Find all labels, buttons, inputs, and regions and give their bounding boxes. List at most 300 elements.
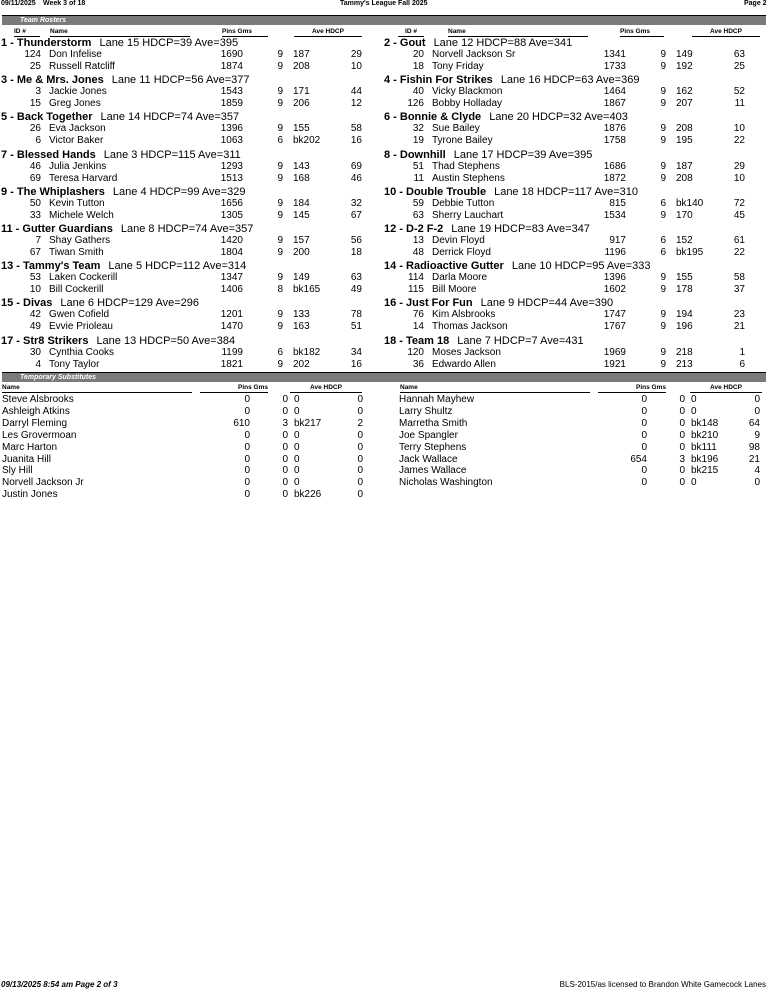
col-pins-right: Pins Gms bbox=[620, 28, 664, 37]
subs-col-pins-left: Pins Gms bbox=[200, 384, 268, 393]
player-row bbox=[1, 235, 381, 247]
team-name: 15 - Divas bbox=[1, 297, 53, 310]
team-block bbox=[1, 297, 381, 333]
player-id: 63 bbox=[412, 209, 424, 221]
team-block bbox=[384, 37, 764, 73]
substitute-average: 0 bbox=[294, 477, 300, 489]
col-id-right: ID # bbox=[398, 28, 424, 37]
player-name: Sherry Lauchart bbox=[432, 209, 504, 221]
team-block bbox=[384, 260, 764, 296]
team-rosters-bar bbox=[2, 15, 766, 25]
substitute-average: 0 bbox=[691, 477, 697, 489]
player-average: 192 bbox=[676, 61, 693, 72]
player-games: 9 bbox=[277, 86, 283, 98]
substitute-row bbox=[2, 454, 368, 466]
player-name: Derrick Floyd bbox=[432, 247, 491, 258]
player-row bbox=[1, 247, 381, 259]
player-pins: 1341 bbox=[603, 49, 626, 60]
team-info: Lane 8 HDCP=74 Ave=357 bbox=[120, 223, 254, 235]
substitute-pins: 0 bbox=[244, 465, 250, 477]
substitute-games: 0 bbox=[282, 394, 288, 405]
substitute-pins: 0 bbox=[244, 441, 250, 453]
player-id: 30 bbox=[29, 346, 41, 358]
player-name: Kim Alsbrooks bbox=[432, 309, 496, 321]
player-row bbox=[384, 49, 764, 61]
player-id: 76 bbox=[412, 309, 424, 321]
player-average: 152 bbox=[676, 235, 693, 246]
player-id: 50 bbox=[29, 197, 41, 209]
substitute-handicap: 0 bbox=[754, 477, 760, 489]
team-name: 18 - Team 18 bbox=[384, 334, 450, 347]
substitute-games: 0 bbox=[282, 453, 288, 465]
player-handicap: 52 bbox=[733, 86, 745, 98]
team-title bbox=[384, 74, 764, 86]
substitute-row bbox=[2, 442, 368, 454]
player-row bbox=[384, 284, 764, 296]
player-games: 9 bbox=[277, 209, 283, 221]
player-pins: 1063 bbox=[220, 135, 243, 147]
player-games: 9 bbox=[277, 123, 283, 135]
substitute-average: bk196 bbox=[691, 453, 719, 465]
substitute-name: Sly Hill bbox=[2, 465, 33, 477]
player-average: 213 bbox=[676, 358, 693, 370]
team-title bbox=[1, 297, 381, 309]
player-games: 9 bbox=[660, 172, 666, 184]
player-games: 9 bbox=[660, 98, 666, 110]
substitute-handicap: 2 bbox=[357, 417, 363, 429]
substitute-pins: 0 bbox=[641, 429, 647, 441]
player-average: 157 bbox=[293, 235, 310, 246]
substitute-pins: 0 bbox=[244, 394, 250, 405]
player-row bbox=[1, 210, 381, 222]
player-name: Vicky Blackmon bbox=[432, 86, 503, 98]
substitute-games: 0 bbox=[282, 465, 288, 477]
player-average: 207 bbox=[676, 98, 693, 110]
player-id: 51 bbox=[412, 160, 424, 172]
player-row bbox=[1, 86, 381, 98]
player-id: 67 bbox=[29, 247, 41, 258]
player-pins: 1196 bbox=[604, 247, 626, 258]
player-pins: 1867 bbox=[603, 98, 626, 110]
substitute-handicap: 4 bbox=[754, 465, 760, 477]
player-games: 9 bbox=[660, 160, 666, 172]
team-name: 6 - Bonnie & Clyde bbox=[384, 111, 482, 124]
player-games: 9 bbox=[660, 272, 666, 284]
player-name: Bill Moore bbox=[432, 284, 477, 296]
player-pins: 1602 bbox=[603, 284, 626, 296]
player-name: Tony Friday bbox=[432, 61, 484, 72]
substitute-pins: 0 bbox=[244, 477, 250, 489]
player-row bbox=[384, 161, 764, 173]
player-average: 155 bbox=[293, 123, 310, 135]
substitute-average: 0 bbox=[691, 405, 697, 417]
team-title bbox=[1, 335, 381, 347]
team-info: Lane 11 HDCP=56 Ave=377 bbox=[111, 74, 250, 87]
player-pins: 1464 bbox=[603, 86, 626, 98]
player-row bbox=[1, 98, 381, 110]
player-handicap: 10 bbox=[733, 123, 745, 135]
player-id: 10 bbox=[29, 284, 41, 296]
substitute-average: bk215 bbox=[691, 465, 719, 477]
team-title bbox=[1, 37, 381, 49]
player-id: 48 bbox=[412, 247, 424, 258]
player-name: Devin Floyd bbox=[432, 235, 485, 246]
substitute-name: Marc Harton bbox=[2, 441, 58, 453]
player-row bbox=[1, 321, 381, 333]
player-row bbox=[384, 272, 764, 284]
player-games: 9 bbox=[660, 86, 666, 98]
player-average: 208 bbox=[676, 123, 693, 135]
player-games: 9 bbox=[277, 172, 283, 184]
player-pins: 1305 bbox=[220, 209, 243, 221]
player-games: 9 bbox=[277, 197, 283, 209]
player-id: 115 bbox=[408, 284, 424, 296]
player-row bbox=[384, 86, 764, 98]
substitute-pins: 0 bbox=[641, 417, 647, 429]
player-average: 208 bbox=[293, 61, 310, 72]
player-id: 33 bbox=[29, 209, 41, 221]
player-handicap: 78 bbox=[350, 309, 362, 321]
substitute-games: 0 bbox=[282, 429, 288, 441]
team-name: 2 - Gout bbox=[384, 37, 426, 49]
substitute-pins: 0 bbox=[641, 465, 647, 477]
player-pins: 1872 bbox=[603, 172, 626, 184]
player-pins: 1874 bbox=[220, 61, 243, 72]
substitute-pins: 0 bbox=[641, 441, 647, 453]
substitute-name: Ashleigh Atkins bbox=[2, 405, 70, 417]
team-title bbox=[384, 297, 764, 309]
substitute-games: 0 bbox=[282, 477, 288, 489]
substitute-pins: 654 bbox=[630, 453, 647, 465]
substitute-name: Norvell Jackson Jr bbox=[2, 477, 84, 489]
player-id: 7 bbox=[35, 235, 41, 246]
substitute-row bbox=[2, 489, 368, 501]
player-handicap: 37 bbox=[733, 284, 745, 296]
team-name: 4 - Fishin For Strikes bbox=[384, 74, 493, 87]
player-id: 53 bbox=[29, 272, 41, 284]
substitute-handicap: 0 bbox=[357, 465, 363, 477]
player-id: 120 bbox=[407, 346, 424, 358]
player-row bbox=[384, 198, 764, 210]
player-average: bk202 bbox=[293, 135, 321, 147]
substitute-handicap: 98 bbox=[748, 441, 760, 453]
team-block bbox=[384, 186, 764, 222]
substitute-games: 0 bbox=[679, 394, 685, 405]
team-block bbox=[384, 297, 764, 333]
team-name: 10 - Double Trouble bbox=[384, 185, 487, 198]
player-name: Debbie Tutton bbox=[432, 197, 495, 209]
team-block bbox=[1, 37, 381, 73]
substitute-games: 0 bbox=[679, 429, 685, 441]
player-games: 9 bbox=[277, 160, 283, 172]
player-games: 9 bbox=[660, 346, 666, 358]
player-id: 69 bbox=[29, 172, 41, 184]
team-block bbox=[1, 335, 381, 371]
player-average: 155 bbox=[676, 272, 693, 284]
player-average: 208 bbox=[676, 172, 693, 184]
player-average: 187 bbox=[676, 160, 693, 172]
subs-column-headers bbox=[0, 384, 768, 392]
player-pins: 1420 bbox=[220, 235, 243, 246]
col-id-left: ID # bbox=[14, 28, 40, 37]
team-info: Lane 17 HDCP=39 Ave=395 bbox=[453, 148, 593, 161]
substitute-row bbox=[399, 454, 765, 466]
player-pins: 1543 bbox=[220, 86, 243, 98]
team-title bbox=[384, 111, 764, 123]
player-name: Russell Ratcliff bbox=[49, 61, 115, 72]
player-handicap: 58 bbox=[350, 123, 362, 135]
player-name: Tyrone Bailey bbox=[432, 135, 493, 147]
player-id: 13 bbox=[412, 235, 424, 246]
team-name: 16 - Just For Fun bbox=[384, 297, 473, 310]
substitute-row bbox=[2, 418, 368, 430]
player-id: 126 bbox=[407, 98, 424, 110]
team-info: Lane 16 HDCP=63 Ave=369 bbox=[500, 74, 640, 87]
player-average: 133 bbox=[293, 309, 310, 321]
league-name: Tammy's League Fall 2025 bbox=[340, 0, 428, 7]
substitute-name: Marretha Smith bbox=[399, 417, 468, 429]
player-games: 9 bbox=[277, 321, 283, 333]
player-name: Tiwan Smith bbox=[49, 247, 104, 258]
player-row bbox=[384, 123, 764, 135]
player-id: 49 bbox=[29, 321, 41, 333]
substitute-average: 0 bbox=[294, 453, 300, 465]
substitute-handicap: 0 bbox=[357, 441, 363, 453]
team-block bbox=[1, 223, 381, 259]
substitute-games: 3 bbox=[282, 417, 288, 429]
player-row bbox=[1, 61, 381, 73]
player-name: Cynthia Cooks bbox=[49, 346, 115, 358]
player-row bbox=[384, 173, 764, 185]
team-title bbox=[384, 223, 764, 235]
player-pins: 1767 bbox=[603, 321, 626, 333]
team-info: Lane 19 HDCP=83 Ave=347 bbox=[451, 223, 590, 235]
roster-column-headers bbox=[0, 28, 768, 36]
team-name: 7 - Blessed Hands bbox=[1, 148, 96, 161]
player-games: 9 bbox=[660, 321, 666, 333]
player-pins: 1199 bbox=[221, 346, 243, 358]
player-handicap: 69 bbox=[350, 160, 362, 172]
player-games: 9 bbox=[660, 358, 666, 370]
player-pins: 1534 bbox=[603, 209, 626, 221]
player-average: 145 bbox=[293, 209, 310, 221]
player-handicap: 29 bbox=[733, 160, 745, 172]
substitute-row bbox=[2, 394, 368, 406]
player-name: Evvie Prioleau bbox=[49, 321, 113, 333]
substitute-name: Hannah Mayhew bbox=[399, 394, 475, 405]
player-row bbox=[384, 359, 764, 371]
player-id: 20 bbox=[412, 49, 424, 60]
team-title bbox=[1, 186, 381, 198]
substitute-games: 0 bbox=[679, 465, 685, 477]
substitute-games: 0 bbox=[679, 441, 685, 453]
player-id: 19 bbox=[412, 135, 424, 147]
team-name: 13 - Tammy's Team bbox=[1, 260, 101, 273]
player-name: Bill Cockerill bbox=[49, 284, 104, 296]
player-handicap: 63 bbox=[350, 272, 362, 284]
player-row bbox=[1, 347, 381, 359]
player-name: Teresa Harvard bbox=[49, 172, 118, 184]
substitute-row bbox=[2, 430, 368, 442]
player-id: 36 bbox=[412, 358, 424, 370]
player-handicap: 46 bbox=[350, 172, 362, 184]
subs-col-ave-left: Ave HDCP bbox=[290, 384, 362, 393]
player-pins: 1656 bbox=[220, 197, 243, 209]
player-average: bk140 bbox=[676, 197, 704, 209]
player-average: 184 bbox=[293, 197, 310, 209]
team-info: Lane 15 HDCP=39 Ave=395 bbox=[99, 37, 239, 49]
player-id: 32 bbox=[412, 123, 424, 135]
player-pins: 1201 bbox=[220, 309, 243, 321]
player-name: Bobby Holladay bbox=[432, 98, 503, 110]
player-name: Edwardo Allen bbox=[432, 358, 496, 370]
substitute-name: Les Grovermoan bbox=[2, 429, 77, 441]
team-title bbox=[1, 223, 381, 235]
team-name: 5 - Back Together bbox=[1, 111, 93, 124]
player-games: 9 bbox=[277, 49, 283, 60]
player-games: 6 bbox=[660, 235, 666, 246]
player-id: 114 bbox=[408, 272, 424, 284]
col-ave-left: Ave HDCP bbox=[294, 28, 362, 37]
player-handicap: 49 bbox=[350, 284, 362, 296]
report-date: 09/11/2025 bbox=[1, 0, 36, 7]
player-average: 200 bbox=[293, 247, 310, 258]
substitute-games: 0 bbox=[679, 417, 685, 429]
team-info: Lane 7 HDCP=7 Ave=431 bbox=[457, 334, 584, 347]
substitute-row bbox=[2, 477, 368, 489]
substitute-pins: 0 bbox=[244, 429, 250, 441]
substitute-name: Steve Alsbrooks bbox=[2, 394, 74, 405]
player-row bbox=[1, 284, 381, 296]
substitute-average: 0 bbox=[294, 405, 300, 417]
player-average: 143 bbox=[293, 160, 310, 172]
substitute-name: Joe Spangler bbox=[399, 429, 458, 441]
substitute-row bbox=[399, 418, 765, 430]
player-games: 9 bbox=[660, 49, 666, 60]
substitute-games: 0 bbox=[679, 405, 685, 417]
player-handicap: 1 bbox=[739, 346, 745, 358]
player-games: 9 bbox=[277, 309, 283, 321]
player-handicap: 11 bbox=[734, 98, 745, 110]
player-average: 178 bbox=[676, 284, 693, 296]
player-average: bk165 bbox=[293, 284, 321, 296]
col-name-right: Name bbox=[448, 28, 588, 37]
player-games: 9 bbox=[660, 309, 666, 321]
player-pins: 1921 bbox=[603, 358, 626, 370]
player-id: 4 bbox=[35, 358, 41, 370]
player-handicap: 51 bbox=[350, 321, 362, 333]
player-name: Kevin Tutton bbox=[49, 197, 105, 209]
col-pins-left: Pins Gms bbox=[222, 28, 268, 37]
player-pins: 1293 bbox=[220, 160, 243, 172]
substitute-average: bk217 bbox=[294, 417, 322, 429]
substitute-average: 0 bbox=[691, 394, 697, 405]
player-games: 8 bbox=[277, 284, 283, 296]
team-title bbox=[1, 74, 381, 86]
player-average: bk182 bbox=[293, 346, 321, 358]
player-average: 202 bbox=[293, 358, 310, 370]
player-row bbox=[1, 135, 381, 147]
temp-subs-title: Temporary Substitutes bbox=[20, 374, 96, 381]
team-info: Lane 3 HDCP=115 Ave=311 bbox=[103, 148, 241, 161]
player-row bbox=[384, 61, 764, 73]
team-block bbox=[384, 223, 764, 259]
player-games: 6 bbox=[660, 247, 666, 258]
substitute-pins: 610 bbox=[233, 417, 250, 429]
team-name: 3 - Me & Mrs. Jones bbox=[1, 74, 104, 87]
player-handicap: 12 bbox=[350, 98, 362, 110]
report-week: Week 3 of 18 bbox=[43, 0, 86, 7]
substitute-row bbox=[399, 442, 765, 454]
subs-col-name-right: Name bbox=[400, 384, 590, 393]
player-row bbox=[1, 173, 381, 185]
player-handicap: 56 bbox=[350, 235, 362, 246]
substitute-name: Nicholas Washington bbox=[399, 477, 493, 489]
player-pins: 1396 bbox=[603, 272, 626, 284]
player-name: Don Infelise bbox=[49, 49, 102, 60]
player-name: Sue Bailey bbox=[432, 123, 480, 135]
player-id: 11 bbox=[413, 172, 424, 184]
player-handicap: 21 bbox=[733, 321, 745, 333]
col-ave-right: Ave HDCP bbox=[692, 28, 760, 37]
player-handicap: 23 bbox=[733, 309, 745, 321]
team-name: 12 - D-2 F-2 bbox=[384, 223, 444, 235]
subs-col-name-left: Name bbox=[2, 384, 192, 393]
player-handicap: 67 bbox=[350, 209, 362, 221]
team-title bbox=[384, 37, 764, 49]
player-handicap: 45 bbox=[733, 209, 745, 221]
player-name: Thomas Jackson bbox=[432, 321, 508, 333]
print-stamp: 09/13/2025 8:54 am Page 2 of 3 bbox=[1, 980, 118, 989]
substitute-handicap: 0 bbox=[357, 453, 363, 465]
team-rosters-title: Team Rosters bbox=[20, 17, 67, 24]
player-handicap: 16 bbox=[350, 135, 362, 147]
team-title bbox=[384, 186, 764, 198]
player-average: 195 bbox=[676, 135, 693, 147]
player-average: 171 bbox=[293, 86, 310, 98]
substitute-name: Darryl Fleming bbox=[2, 417, 68, 429]
col-name-left: Name bbox=[50, 28, 190, 37]
player-pins: 1347 bbox=[220, 272, 243, 284]
player-row bbox=[384, 347, 764, 359]
substitute-name: Jack Wallace bbox=[399, 453, 458, 465]
substitute-average: 0 bbox=[294, 465, 300, 477]
player-games: 9 bbox=[660, 61, 666, 72]
substitute-row bbox=[2, 406, 368, 418]
player-id: 14 bbox=[412, 321, 424, 333]
player-pins: 1821 bbox=[220, 358, 243, 370]
substitute-games: 0 bbox=[282, 489, 288, 501]
team-info: Lane 13 HDCP=50 Ave=384 bbox=[96, 334, 236, 347]
player-id: 42 bbox=[29, 309, 41, 321]
substitute-average: bk226 bbox=[294, 489, 322, 501]
player-games: 9 bbox=[277, 61, 283, 72]
team-block bbox=[384, 149, 764, 185]
substitute-handicap: 9 bbox=[754, 429, 760, 441]
substitute-pins: 0 bbox=[244, 405, 250, 417]
team-info: Lane 18 HDCP=117 Ave=310 bbox=[494, 185, 639, 198]
report-header bbox=[0, 0, 768, 9]
player-handicap: 22 bbox=[733, 247, 745, 258]
player-id: 25 bbox=[29, 61, 41, 72]
player-average: 206 bbox=[293, 98, 310, 110]
player-name: Greg Jones bbox=[49, 98, 101, 110]
player-name: Eva Jackson bbox=[49, 123, 106, 135]
player-games: 9 bbox=[277, 272, 283, 284]
player-average: 162 bbox=[676, 86, 693, 98]
player-average: 170 bbox=[676, 209, 693, 221]
substitute-handicap: 0 bbox=[754, 394, 760, 405]
